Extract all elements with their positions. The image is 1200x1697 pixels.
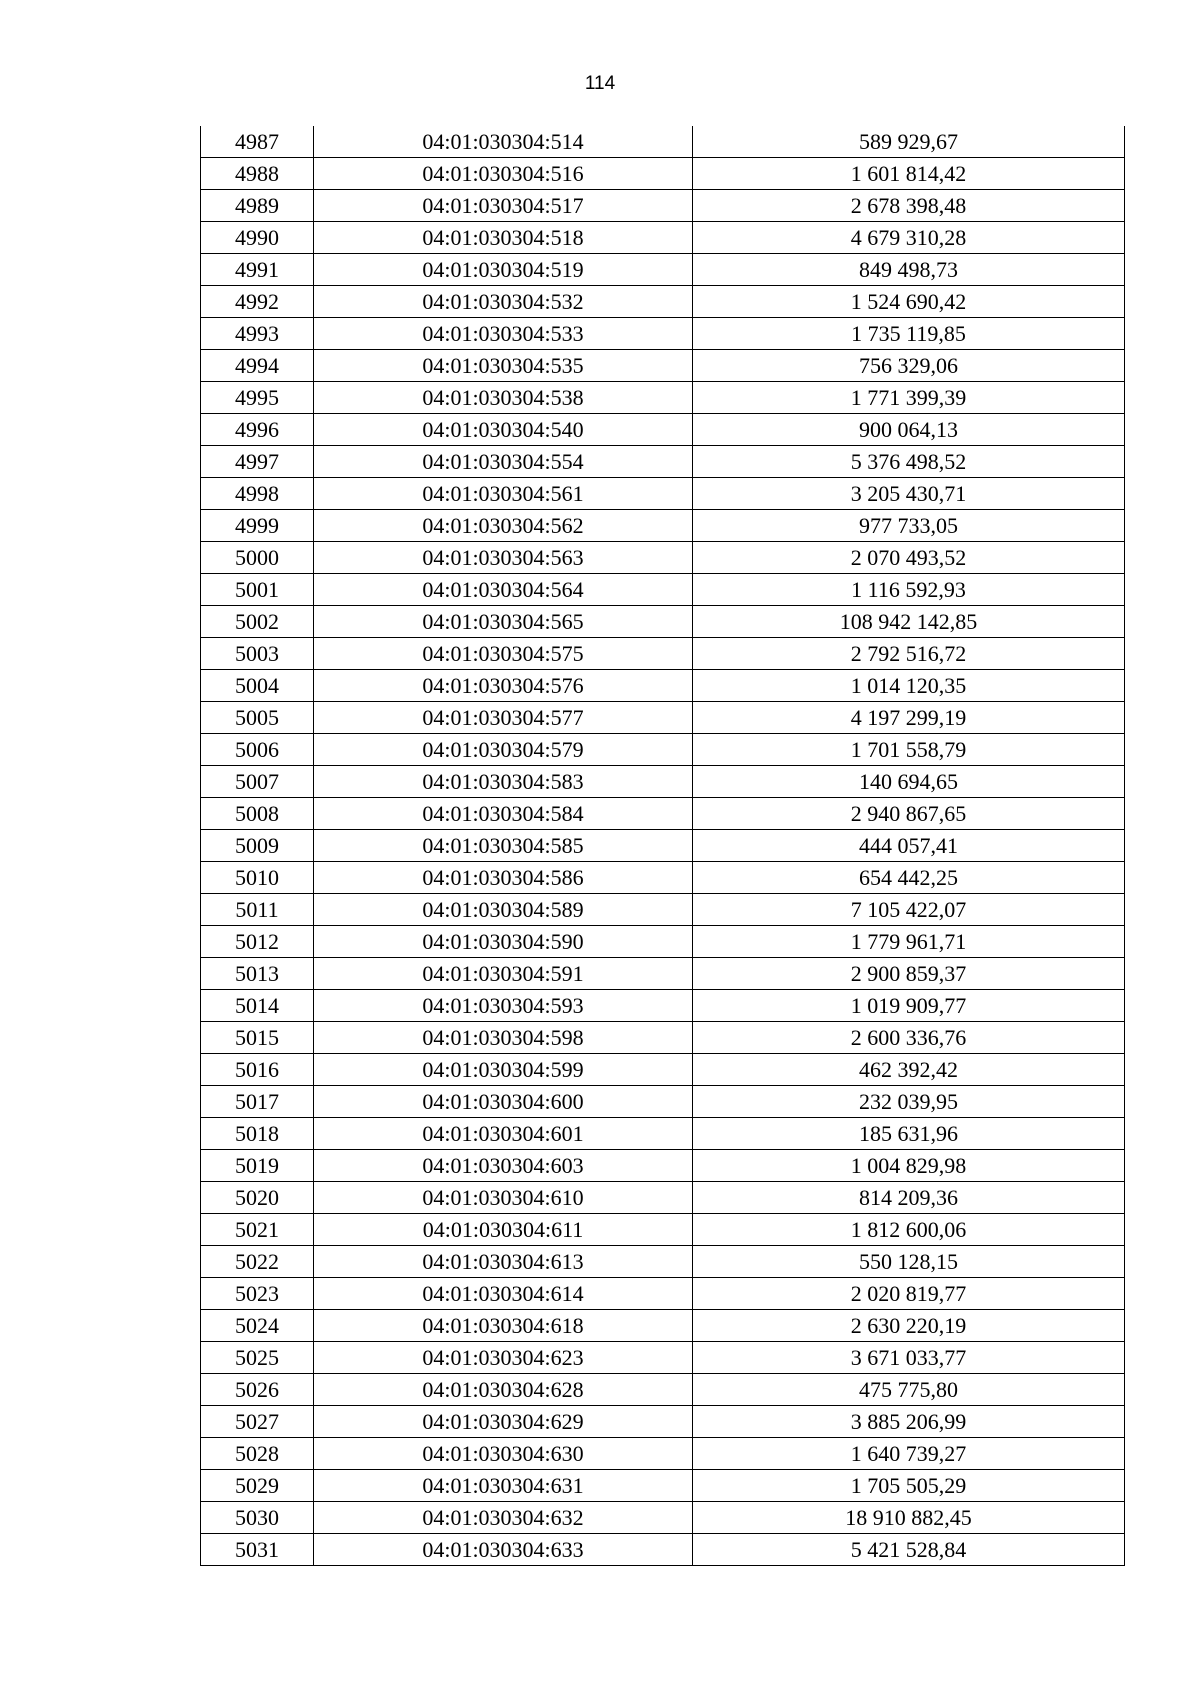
cadastral-number-cell: 04:01:030304:583 xyxy=(314,766,693,798)
table-row xyxy=(201,1086,1125,1118)
table-row xyxy=(201,1534,1125,1566)
table-row xyxy=(201,1150,1125,1182)
row-number-cell: 5029 xyxy=(201,1470,314,1502)
cadastral-number-cell: 04:01:030304:565 xyxy=(314,606,693,638)
cadastral-number-cell: 04:01:030304:632 xyxy=(314,1502,693,1534)
cadastral-number-cell: 04:01:030304:518 xyxy=(314,222,693,254)
cadastral-number-cell: 04:01:030304:516 xyxy=(314,158,693,190)
row-number-cell: 5011 xyxy=(201,894,314,926)
cadastral-value-cell: 1 812 600,06 xyxy=(693,1214,1125,1246)
cadastral-number-cell: 04:01:030304:535 xyxy=(314,350,693,382)
row-number-cell: 4995 xyxy=(201,382,314,414)
row-number-cell: 5005 xyxy=(201,702,314,734)
cadastral-number-cell: 04:01:030304:538 xyxy=(314,382,693,414)
table-row xyxy=(201,1182,1125,1214)
cadastral-number-cell: 04:01:030304:628 xyxy=(314,1374,693,1406)
row-number-cell: 5016 xyxy=(201,1054,314,1086)
cadastral-value-cell: 7 105 422,07 xyxy=(693,894,1125,926)
table-row xyxy=(201,862,1125,894)
cadastral-number-cell: 04:01:030304:579 xyxy=(314,734,693,766)
cadastral-number-cell: 04:01:030304:618 xyxy=(314,1310,693,1342)
row-number-cell: 5017 xyxy=(201,1086,314,1118)
cadastral-value-cell: 185 631,96 xyxy=(693,1118,1125,1150)
cadastral-value-cell: 1 004 829,98 xyxy=(693,1150,1125,1182)
table-row xyxy=(201,1374,1125,1406)
row-number-cell: 4990 xyxy=(201,222,314,254)
table-row xyxy=(201,382,1125,414)
cadastral-value-cell: 4 679 310,28 xyxy=(693,222,1125,254)
cadastral-value-cell: 1 701 558,79 xyxy=(693,734,1125,766)
cadastral-number-cell: 04:01:030304:630 xyxy=(314,1438,693,1470)
cadastral-value-cell: 1 771 399,39 xyxy=(693,382,1125,414)
table-row xyxy=(201,510,1125,542)
cadastral-number-cell: 04:01:030304:585 xyxy=(314,830,693,862)
row-number-cell: 5009 xyxy=(201,830,314,862)
table-row xyxy=(201,1310,1125,1342)
cadastral-value-cell: 550 128,15 xyxy=(693,1246,1125,1278)
cadastral-value-cell: 589 929,67 xyxy=(693,126,1125,158)
table-row xyxy=(201,1214,1125,1246)
table-row xyxy=(201,606,1125,638)
cadastral-value-cell: 3 885 206,99 xyxy=(693,1406,1125,1438)
cadastral-value-cell: 2 600 336,76 xyxy=(693,1022,1125,1054)
cadastral-number-cell: 04:01:030304:599 xyxy=(314,1054,693,1086)
cadastral-value-cell: 1 524 690,42 xyxy=(693,286,1125,318)
table-row xyxy=(201,414,1125,446)
cadastral-value-cell: 5 376 498,52 xyxy=(693,446,1125,478)
cadastral-number-cell: 04:01:030304:584 xyxy=(314,798,693,830)
row-number-cell: 5008 xyxy=(201,798,314,830)
cadastral-number-cell: 04:01:030304:517 xyxy=(314,190,693,222)
cadastral-number-cell: 04:01:030304:564 xyxy=(314,574,693,606)
cadastral-value-cell: 1 735 119,85 xyxy=(693,318,1125,350)
table-row xyxy=(201,542,1125,574)
cadastral-value-cell: 2 678 398,48 xyxy=(693,190,1125,222)
row-number-cell: 5028 xyxy=(201,1438,314,1470)
cadastral-value-cell: 462 392,42 xyxy=(693,1054,1125,1086)
cadastral-number-cell: 04:01:030304:575 xyxy=(314,638,693,670)
cadastral-number-cell: 04:01:030304:590 xyxy=(314,926,693,958)
cadastral-value-cell: 3 671 033,77 xyxy=(693,1342,1125,1374)
cadastral-value-cell: 2 940 867,65 xyxy=(693,798,1125,830)
row-number-cell: 4997 xyxy=(201,446,314,478)
table-row xyxy=(201,318,1125,350)
row-number-cell: 5020 xyxy=(201,1182,314,1214)
cadastral-value-cell: 3 205 430,71 xyxy=(693,478,1125,510)
cadastral-value-cell: 1 601 814,42 xyxy=(693,158,1125,190)
row-number-cell: 5002 xyxy=(201,606,314,638)
row-number-cell: 5003 xyxy=(201,638,314,670)
cadastral-number-cell: 04:01:030304:532 xyxy=(314,286,693,318)
table-row xyxy=(201,638,1125,670)
table-row xyxy=(201,702,1125,734)
cadastral-number-cell: 04:01:030304:533 xyxy=(314,318,693,350)
cadastral-value-cell: 2 070 493,52 xyxy=(693,542,1125,574)
table-row xyxy=(201,670,1125,702)
cadastral-number-cell: 04:01:030304:591 xyxy=(314,958,693,990)
table-row xyxy=(201,990,1125,1022)
cadastral-value-cell: 849 498,73 xyxy=(693,254,1125,286)
row-number-cell: 5022 xyxy=(201,1246,314,1278)
cadastral-number-cell: 04:01:030304:554 xyxy=(314,446,693,478)
table-row xyxy=(201,894,1125,926)
table-row xyxy=(201,1022,1125,1054)
table-body xyxy=(201,126,1125,1566)
cadastral-value-cell: 2 020 819,77 xyxy=(693,1278,1125,1310)
cadastral-number-cell: 04:01:030304:589 xyxy=(314,894,693,926)
row-number-cell: 4989 xyxy=(201,190,314,222)
cadastral-value-cell: 1 779 961,71 xyxy=(693,926,1125,958)
table-row xyxy=(201,1278,1125,1310)
cadastral-number-cell: 04:01:030304:561 xyxy=(314,478,693,510)
table-row xyxy=(201,926,1125,958)
cadastral-number-cell: 04:01:030304:629 xyxy=(314,1406,693,1438)
cadastral-number-cell: 04:01:030304:519 xyxy=(314,254,693,286)
cadastral-number-cell: 04:01:030304:586 xyxy=(314,862,693,894)
table-row xyxy=(201,254,1125,286)
cadastral-value-cell: 475 775,80 xyxy=(693,1374,1125,1406)
row-number-cell: 4996 xyxy=(201,414,314,446)
table-row xyxy=(201,286,1125,318)
cadastral-number-cell: 04:01:030304:540 xyxy=(314,414,693,446)
row-number-cell: 5014 xyxy=(201,990,314,1022)
cadastral-value-cell: 1 640 739,27 xyxy=(693,1438,1125,1470)
table-row xyxy=(201,350,1125,382)
row-number-cell: 5019 xyxy=(201,1150,314,1182)
row-number-cell: 4987 xyxy=(201,126,314,158)
cadastral-value-cell: 900 064,13 xyxy=(693,414,1125,446)
cadastral-value-cell: 4 197 299,19 xyxy=(693,702,1125,734)
table-row xyxy=(201,1502,1125,1534)
cadastral-number-cell: 04:01:030304:601 xyxy=(314,1118,693,1150)
cadastral-value-cell: 814 209,36 xyxy=(693,1182,1125,1214)
table-row xyxy=(201,1246,1125,1278)
cadastral-number-cell: 04:01:030304:577 xyxy=(314,702,693,734)
cadastral-number-cell: 04:01:030304:623 xyxy=(314,1342,693,1374)
cadastral-value-cell: 1 019 909,77 xyxy=(693,990,1125,1022)
table-row xyxy=(201,446,1125,478)
row-number-cell: 5031 xyxy=(201,1534,314,1566)
table-row xyxy=(201,1438,1125,1470)
cadastral-value-cell: 654 442,25 xyxy=(693,862,1125,894)
table-row xyxy=(201,958,1125,990)
row-number-cell: 5004 xyxy=(201,670,314,702)
row-number-cell: 5006 xyxy=(201,734,314,766)
cadastral-number-cell: 04:01:030304:633 xyxy=(314,1534,693,1566)
cadastral-number-cell: 04:01:030304:598 xyxy=(314,1022,693,1054)
row-number-cell: 5021 xyxy=(201,1214,314,1246)
table-row xyxy=(201,158,1125,190)
table-row xyxy=(201,766,1125,798)
table-row xyxy=(201,1470,1125,1502)
cadastral-value-cell: 2 900 859,37 xyxy=(693,958,1125,990)
cadastral-number-cell: 04:01:030304:611 xyxy=(314,1214,693,1246)
row-number-cell: 5001 xyxy=(201,574,314,606)
row-number-cell: 5027 xyxy=(201,1406,314,1438)
row-number-cell: 5023 xyxy=(201,1278,314,1310)
row-number-cell: 5030 xyxy=(201,1502,314,1534)
cadastral-number-cell: 04:01:030304:600 xyxy=(314,1086,693,1118)
cadastral-number-cell: 04:01:030304:593 xyxy=(314,990,693,1022)
cadastral-value-cell: 977 733,05 xyxy=(693,510,1125,542)
table-row xyxy=(201,222,1125,254)
cadastral-value-cell: 5 421 528,84 xyxy=(693,1534,1125,1566)
row-number-cell: 4999 xyxy=(201,510,314,542)
cadastral-number-cell: 04:01:030304:614 xyxy=(314,1278,693,1310)
cadastral-number-cell: 04:01:030304:562 xyxy=(314,510,693,542)
row-number-cell: 4994 xyxy=(201,350,314,382)
row-number-cell: 5000 xyxy=(201,542,314,574)
cadastral-value-cell: 2 792 516,72 xyxy=(693,638,1125,670)
row-number-cell: 4998 xyxy=(201,478,314,510)
cadastral-value-table xyxy=(200,126,1125,1566)
cadastral-value-cell: 18 910 882,45 xyxy=(693,1502,1125,1534)
table-row xyxy=(201,830,1125,862)
table-row xyxy=(201,190,1125,222)
cadastral-value-cell: 756 329,06 xyxy=(693,350,1125,382)
cadastral-value-cell: 232 039,95 xyxy=(693,1086,1125,1118)
cadastral-value-cell: 1 705 505,29 xyxy=(693,1470,1125,1502)
cadastral-number-cell: 04:01:030304:631 xyxy=(314,1470,693,1502)
table-row xyxy=(201,478,1125,510)
cadastral-number-cell: 04:01:030304:613 xyxy=(314,1246,693,1278)
cadastral-value-cell: 2 630 220,19 xyxy=(693,1310,1125,1342)
cadastral-number-cell: 04:01:030304:610 xyxy=(314,1182,693,1214)
row-number-cell: 5007 xyxy=(201,766,314,798)
table-row xyxy=(201,1118,1125,1150)
row-number-cell: 4993 xyxy=(201,318,314,350)
row-number-cell: 5012 xyxy=(201,926,314,958)
row-number-cell: 4991 xyxy=(201,254,314,286)
cadastral-value-cell: 140 694,65 xyxy=(693,766,1125,798)
row-number-cell: 5015 xyxy=(201,1022,314,1054)
row-number-cell: 5010 xyxy=(201,862,314,894)
cadastral-value-cell: 1 116 592,93 xyxy=(693,574,1125,606)
table-row xyxy=(201,1054,1125,1086)
row-number-cell: 5018 xyxy=(201,1118,314,1150)
cadastral-number-cell: 04:01:030304:576 xyxy=(314,670,693,702)
table-row xyxy=(201,1406,1125,1438)
table-row xyxy=(201,1342,1125,1374)
cadastral-number-cell: 04:01:030304:563 xyxy=(314,542,693,574)
table-row xyxy=(201,126,1125,158)
table-row xyxy=(201,798,1125,830)
row-number-cell: 4988 xyxy=(201,158,314,190)
cadastral-value-cell: 444 057,41 xyxy=(693,830,1125,862)
row-number-cell: 5013 xyxy=(201,958,314,990)
cadastral-value-table-container xyxy=(200,126,1124,1566)
page-number: 114 xyxy=(584,73,616,94)
cadastral-value-cell: 1 014 120,35 xyxy=(693,670,1125,702)
table-row xyxy=(201,574,1125,606)
row-number-cell: 5024 xyxy=(201,1310,314,1342)
cadastral-number-cell: 04:01:030304:514 xyxy=(314,126,693,158)
row-number-cell: 5026 xyxy=(201,1374,314,1406)
cadastral-value-cell: 108 942 142,85 xyxy=(693,606,1125,638)
row-number-cell: 4992 xyxy=(201,286,314,318)
row-number-cell: 5025 xyxy=(201,1342,314,1374)
cadastral-number-cell: 04:01:030304:603 xyxy=(314,1150,693,1182)
table-row xyxy=(201,734,1125,766)
